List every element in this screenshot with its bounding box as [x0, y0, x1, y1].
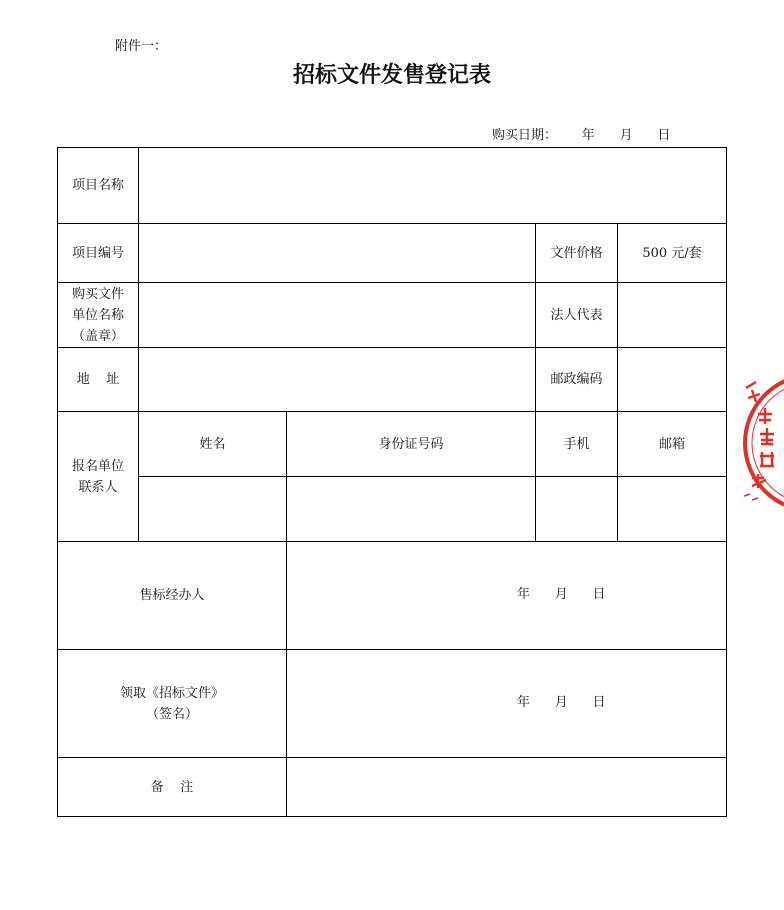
remarks-field[interactable]	[287, 758, 727, 817]
receive-field[interactable]	[287, 650, 727, 758]
attachment-label: 附件一：	[115, 39, 168, 54]
project-name-field[interactable]	[139, 148, 727, 224]
contact-header-email: 邮箱	[618, 412, 727, 477]
project-number-field[interactable]	[139, 224, 536, 283]
receive-date: 年 月 日	[517, 695, 606, 710]
address-field[interactable]	[139, 348, 536, 412]
contact-email-field[interactable]	[618, 477, 727, 542]
contact-name-field[interactable]	[139, 477, 287, 542]
contact-header-name: 姓名	[139, 412, 287, 477]
project-name-label: 项目名称	[58, 148, 139, 224]
legal-rep-field[interactable]	[618, 283, 727, 348]
registration-table	[57, 147, 727, 817]
contact-header-phone: 手机	[536, 412, 618, 477]
file-price-value: 500 元/套	[618, 224, 727, 283]
sales-agent-label: 售标经办人	[58, 542, 287, 650]
contact-phone-field[interactable]	[536, 477, 618, 542]
remarks-label: 备 注	[58, 758, 287, 817]
sales-agent-field[interactable]	[287, 542, 727, 650]
page-title: 招标文件发售登记表	[292, 63, 491, 88]
contact-id-field[interactable]	[287, 477, 536, 542]
file-price-label: 文件价格	[536, 224, 618, 283]
postcode-label: 邮政编码	[536, 348, 618, 412]
sales-agent-date: 年 月 日	[517, 587, 606, 602]
receive-label: 领取《招标文件》 （签名）	[58, 650, 287, 758]
purchase-date: 购买日期： 年 月 日	[492, 128, 671, 143]
red-seal-stamp	[738, 368, 784, 518]
legal-rep-label: 法人代表	[536, 283, 618, 348]
buyer-unit-label: 购买文件 单位名称 （盖章）	[58, 283, 139, 348]
postcode-field[interactable]	[618, 348, 727, 412]
project-number-label: 项目编号	[58, 224, 139, 283]
contact-label: 报名单位 联系人	[58, 412, 139, 542]
buyer-unit-field[interactable]	[139, 283, 536, 348]
address-label: 地 址	[58, 348, 139, 412]
contact-header-id: 身份证号码	[287, 412, 536, 477]
